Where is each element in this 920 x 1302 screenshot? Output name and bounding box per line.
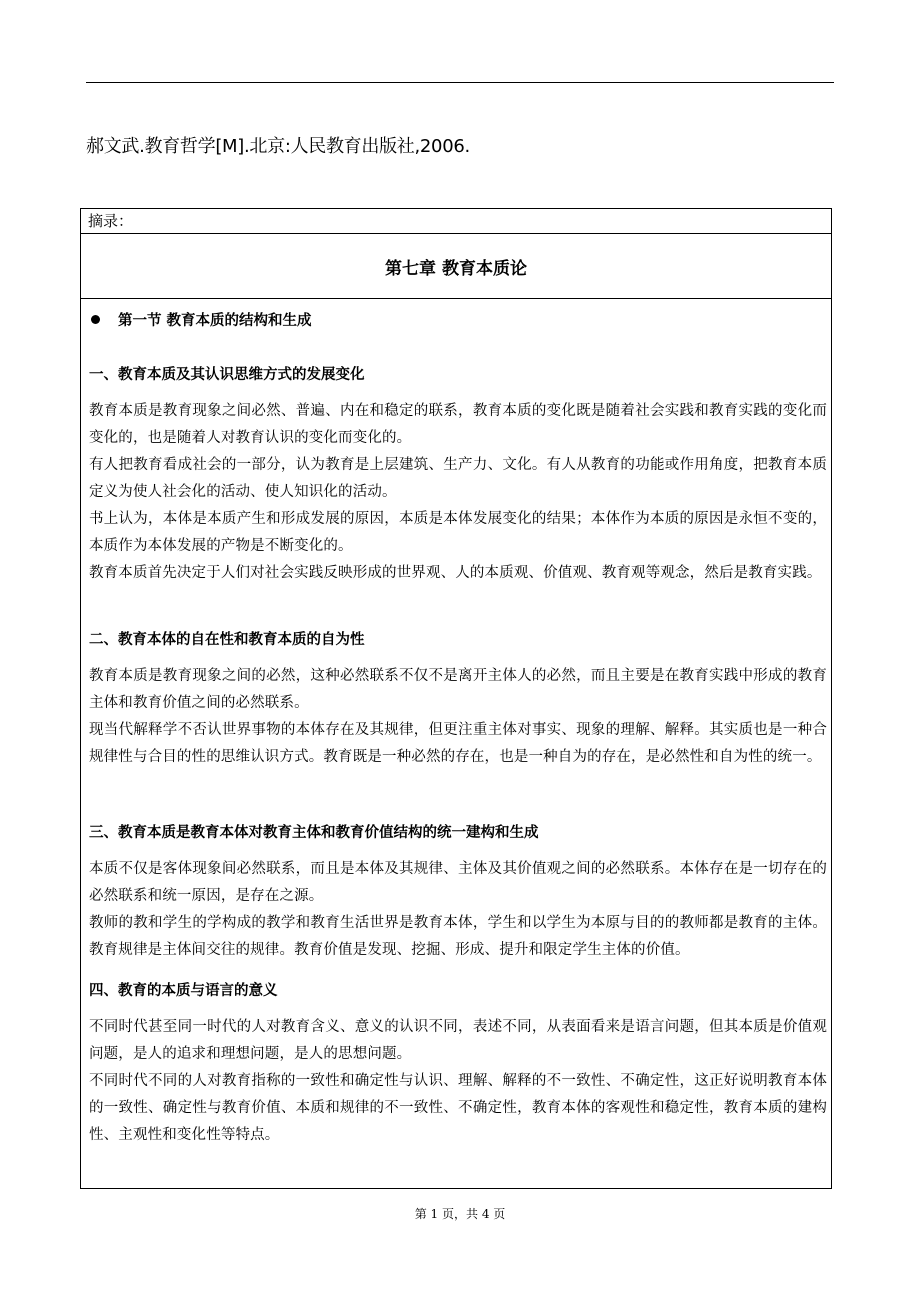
paragraph: 教育本质首先决定于人们对社会实践反映形成的世界观、人的本质观、价值观、教育观等观念，然后是教育实践。 <box>89 565 822 581</box>
section-item <box>89 311 312 331</box>
chapter-row <box>81 234 831 299</box>
paragraph: 教师的教和学生的学构成的教学和教育生活世界是教育本体，学生和以学生为本原与目的的教师都是教育的主体。教育规律是主体间交往的规律。教育价值是发现、挖掘、形成、提升和限定学生主体的价值。 <box>89 915 827 958</box>
citation: 郝文武.教育哲学[M].北京:人民教育出版社,2006. <box>86 136 470 157</box>
paragraph: 有人把教育看成社会的一部分，认为教育是上层建筑、生产力、文化。有人从教育的功能或作用角度，把教育本质定义为使人社会化的活动、使人知识化的活动。 <box>89 457 827 500</box>
paragraph: 书上认为，本体是本质产生和形成发展的原因，本质是本体发展变化的结果；本体作为本质的原因是永恒不变的，本质作为本体发展的产物是不断变化的。 <box>89 511 827 554</box>
part-heading: 二、教育本体的自在性和教育本质的自为性 <box>89 632 365 648</box>
paragraph: 教育本质是教育现象之间的必然，这种必然联系不仅不是离开主体人的必然，而且主要是在教育实践中形成的教育主体和教育价值之间的必然联系。 <box>89 668 827 711</box>
header-rule <box>86 82 834 83</box>
excerpt-label: 摘录： <box>88 212 134 230</box>
excerpt-row <box>81 209 831 234</box>
paragraph: 不同时代甚至同一时代的人对教育含义、意义的认识不同，表述不同，从表面看来是语言问题，但其本质是价值观问题，是人的追求和理想问题，是人的思想问题。 <box>89 1019 827 1062</box>
chapter-title: 第七章 教育本质论 <box>385 259 527 279</box>
page-footer: 第 1 页，共 4 页 <box>414 1207 506 1221</box>
paragraph: 教育本质是教育现象之间必然、普遍、内在和稳定的联系，教育本质的变化既是随着社会实践和教育实践的变化而变化的，也是随着人对教育认识的变化而变化的。 <box>89 403 827 446</box>
paragraph: 本质不仅是客体现象间必然联系，而且是本体及其规律、主体及其价值观之间的必然联系。本体存在是一切存在的必然联系和统一原因，是存在之源。 <box>89 861 827 904</box>
paragraph: 不同时代不同的人对教育指称的一致性和确定性与认识、理解、解释的不一致性、不确定性，这正好说明教育本体的一致性、确定性与教育价值、本质和规律的不一致性、不确定性，教育本体的客观性和稳定性，教育本质的建构性、主观性和变化性等特点。 <box>89 1073 827 1143</box>
paragraph: 现当代解释学不否认世界事物的本体存在及其规律，但更注重主体对事实、现象的理解、解释。其实质也是一种合规律性与合目的性的思维认识方式。教育既是一种必然的存在，也是一种自为的存在，是必然性和自为性的统一。 <box>89 722 827 765</box>
excerpt-table <box>80 208 832 1189</box>
part-heading: 一、教育本质及其认识思维方式的发展变化 <box>89 367 365 383</box>
part-heading: 三、教育本质是教育本体对教育主体和教育价值结构的统一建构和生成 <box>89 825 539 841</box>
part-heading: 四、教育的本质与语言的意义 <box>89 983 278 999</box>
section-title: 第一节 教育本质的结构和生成 <box>118 313 312 329</box>
bullet-icon <box>91 315 100 324</box>
